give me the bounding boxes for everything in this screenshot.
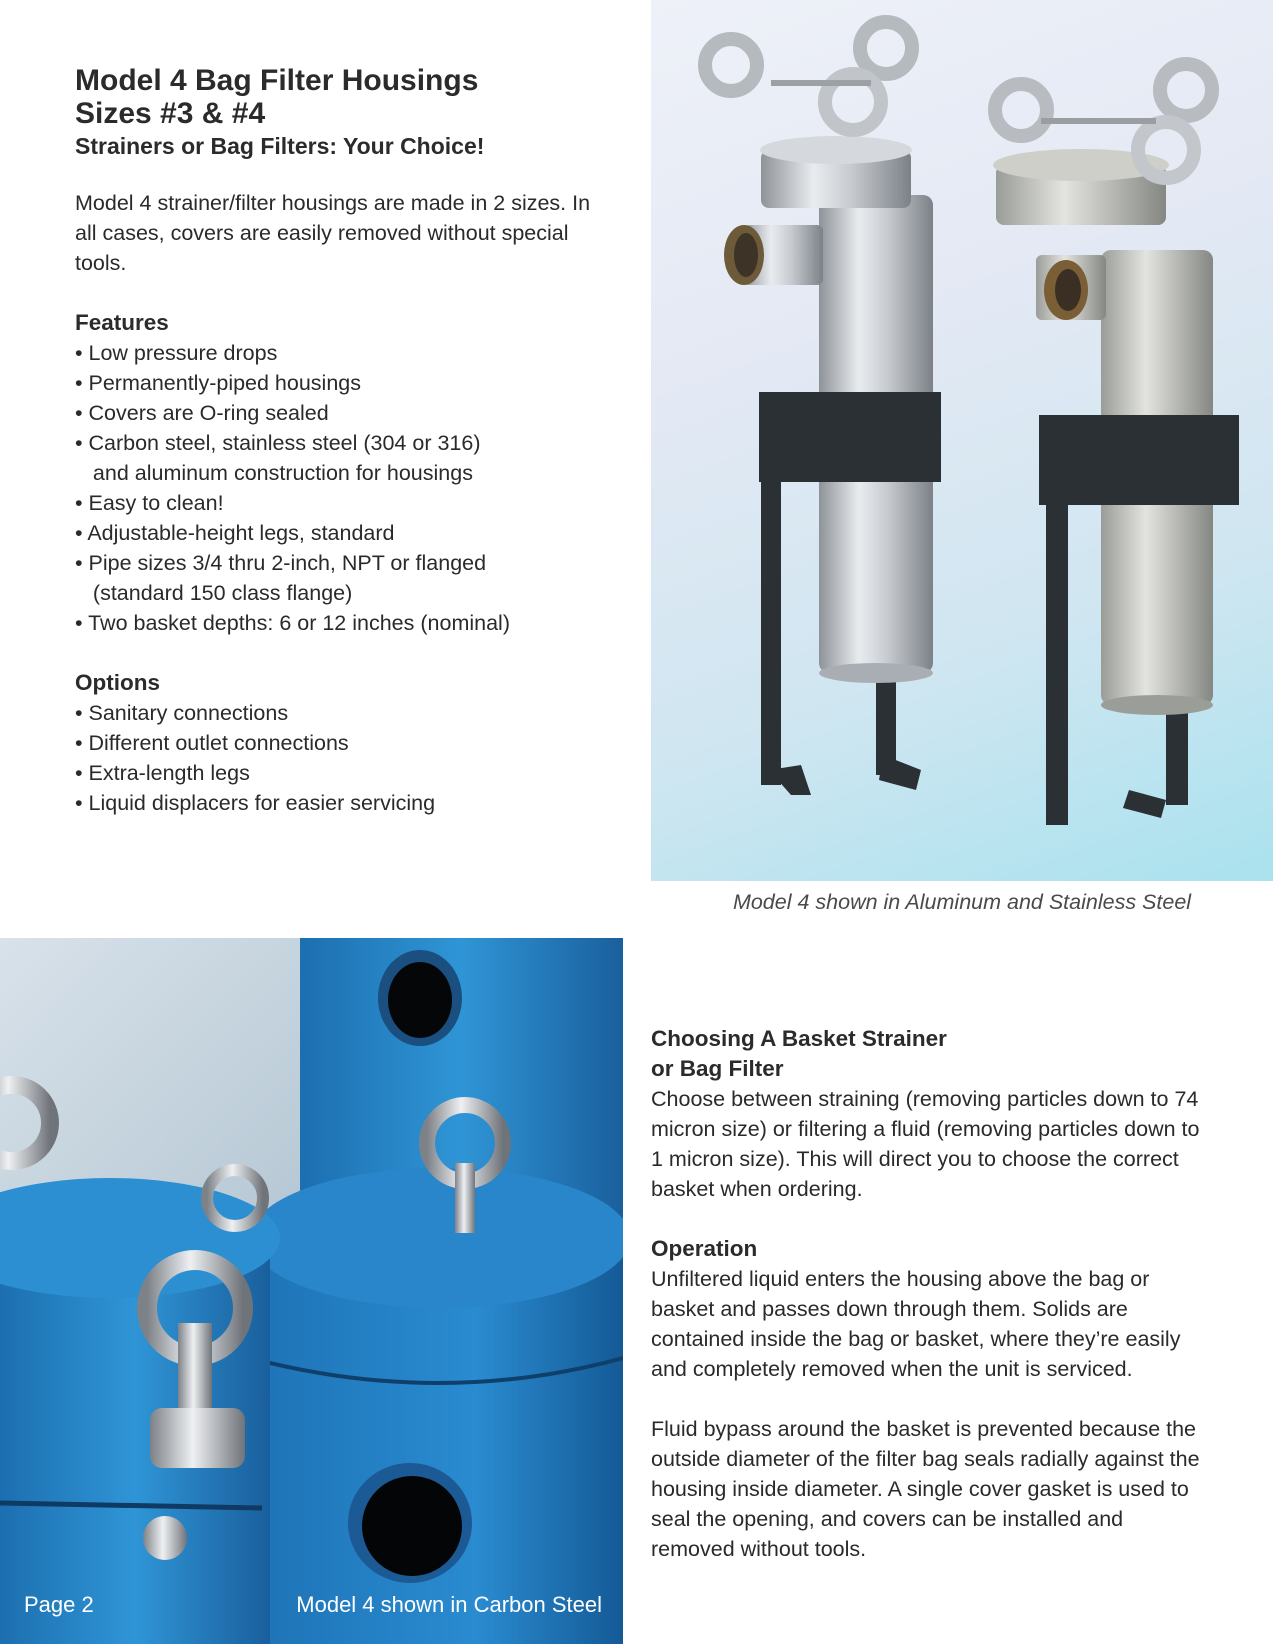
title-line-2: Sizes #3 & #4 bbox=[75, 97, 266, 130]
list-item: • Permanently-piped housings bbox=[75, 371, 361, 395]
options-list bbox=[75, 698, 635, 818]
title-line-1: Model 4 Bag Filter Housings bbox=[75, 64, 479, 97]
features-list bbox=[75, 338, 635, 638]
operation-heading: Operation bbox=[651, 1236, 758, 1261]
choosing-section bbox=[651, 1024, 1211, 1564]
list-item: • Two basket depths: 6 or 12 inches (nominal) bbox=[75, 611, 510, 635]
operation-paragraph-1: Unfiltered liquid enters the housing above the bag or basket and passes down through them. Solids are contained inside the bag or basket, where they’re easily and completely removed when the unit is serviced. bbox=[651, 1267, 1181, 1381]
photo-caption-stainless: Model 4 shown in Aluminum and Stainless Steel bbox=[732, 890, 1192, 914]
operation-paragraph-2: Fluid bypass around the basket is prevented because the outside diameter of the filter bag seals radially against the housing inside diameter. A single cover gasket is used to seal the opening, and covers can be installed and removed without tools. bbox=[651, 1417, 1200, 1561]
list-item: • Covers are O-ring sealed bbox=[75, 401, 329, 425]
list-item: • Low pressure drops bbox=[75, 341, 278, 365]
features-heading: Features bbox=[75, 310, 169, 335]
choosing-paragraph: Choose between straining (removing particles down to 74 micron size) or filtering a fluid (removing particles down to 1 micron size). This will direct you to choose the correct basket when ordering. bbox=[651, 1087, 1200, 1201]
list-item: • Extra-length legs bbox=[75, 761, 250, 785]
left-housing bbox=[705, 22, 941, 795]
list-item: • Adjustable-height legs, standard bbox=[75, 521, 395, 545]
features-section bbox=[75, 308, 635, 638]
list-item: • Easy to clean! bbox=[75, 491, 224, 515]
choosing-heading bbox=[651, 1024, 1211, 1084]
list-item: and aluminum construction for housings bbox=[75, 461, 473, 485]
list-item: • Pipe sizes 3/4 thru 2-inch, NPT or flanged bbox=[75, 551, 487, 575]
list-item: • Carbon steel, stainless steel (304 or 316) bbox=[75, 431, 481, 455]
product-photo-carbon-steel bbox=[0, 938, 623, 1644]
intro-section bbox=[75, 64, 635, 818]
choosing-heading-line-2: or Bag Filter bbox=[651, 1056, 784, 1081]
page-number: Page 2 bbox=[24, 1592, 94, 1617]
list-item: (standard 150 class flange) bbox=[75, 581, 353, 605]
intro-paragraph: Model 4 strainer/filter housings are made in 2 sizes. In all cases, covers are easily removed without special tools. bbox=[75, 191, 591, 275]
page-subtitle: Strainers or Bag Filters: Your Choice! bbox=[75, 133, 485, 159]
list-item: • Liquid displacers for easier servicing bbox=[75, 791, 436, 815]
list-item: • Sanitary connections bbox=[75, 701, 289, 725]
options-heading: Options bbox=[75, 670, 160, 695]
page-title bbox=[75, 64, 635, 130]
list-item: • Different outlet connections bbox=[75, 731, 349, 755]
photo-caption-carbon-steel: Model 4 shown in Carbon Steel bbox=[296, 1592, 602, 1617]
choosing-heading-line-1: Choosing A Basket Strainer bbox=[651, 1026, 947, 1051]
right-housing bbox=[993, 64, 1239, 825]
carbon-steel-illustration bbox=[0, 938, 623, 1644]
options-section bbox=[75, 668, 635, 818]
product-photo-stainless bbox=[651, 0, 1273, 881]
housings-illustration bbox=[651, 0, 1273, 881]
